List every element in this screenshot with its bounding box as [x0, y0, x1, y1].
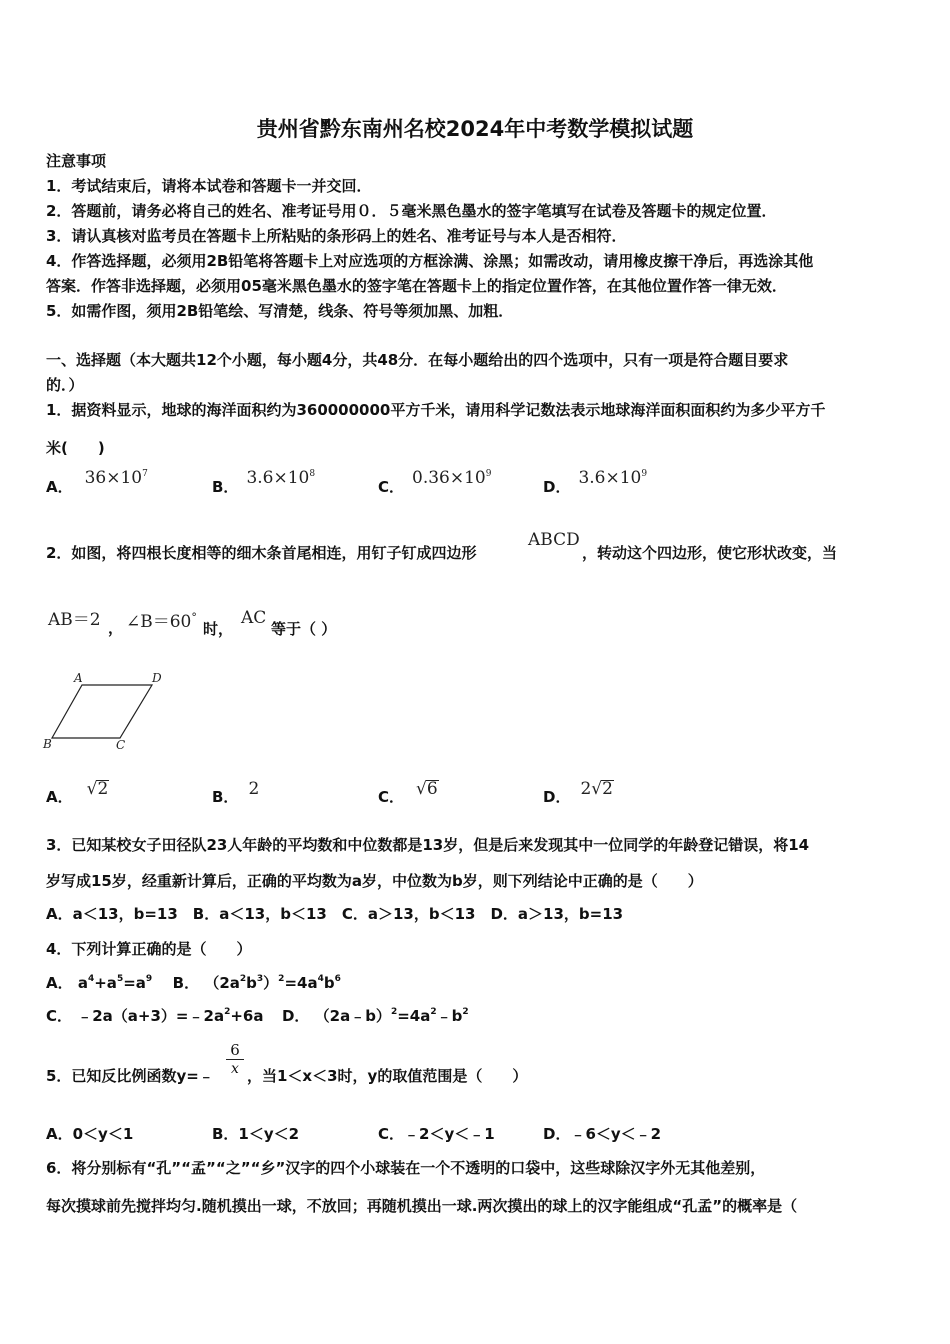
exponent: 2: [224, 1007, 231, 1017]
q1-option-a: [46, 468, 148, 497]
option-label: D．: [543, 478, 571, 496]
degree-symbol: °: [191, 611, 197, 624]
question-2-stem-a: 2．如图，将四根长度相等的细木条首尾相连，用钉子钉成四边形: [46, 544, 477, 562]
page-title: 贵州省黔东南州名校2024年中考数学模拟试题: [256, 117, 694, 141]
option-label: C．: [46, 1007, 73, 1025]
term: ﹣b: [436, 1007, 463, 1025]
q4-options-ab: [46, 973, 341, 993]
question-1-stem-cont: 米( ): [46, 439, 105, 457]
question-3-stem-cont: 岁写成15岁，经重新计算后，正确的平均数为a岁，中位数为b岁，则下列结论中正确的是（ ）: [46, 872, 703, 890]
term: =4a: [284, 974, 318, 992]
parallelogram-shape: [52, 685, 152, 738]
radicand: 2: [97, 779, 109, 799]
q2-option-a: A． √2: [46, 779, 109, 806]
radicand: 2: [602, 779, 613, 799]
question-2-stem-d: 等于（ ）: [271, 620, 337, 638]
math-ac: AC: [241, 608, 267, 628]
option-label: C．: [378, 788, 405, 806]
term: a: [77, 974, 88, 992]
question-4-stem: 4．下列计算正确的是（ ）: [46, 940, 252, 958]
option-exponent: 9: [485, 469, 492, 479]
q5-option-d: D．﹣6＜y＜﹣2: [543, 1125, 662, 1143]
exponent: 2: [462, 1007, 469, 1017]
option-label: C．: [378, 478, 405, 496]
exponent: 4: [317, 974, 324, 984]
option-label: D．: [543, 788, 571, 806]
exponent: 3: [256, 974, 264, 984]
option-label: B．: [212, 478, 239, 496]
q4-options-cd: [46, 1006, 469, 1026]
angle-text: ∠B＝60: [126, 612, 192, 632]
option-label: D．: [281, 1007, 310, 1025]
option-label: A．: [46, 478, 73, 496]
option-math: 3.6×10: [246, 468, 310, 488]
option-label: A．: [46, 788, 73, 806]
fraction-numerator: 6: [230, 1041, 240, 1059]
section-heading: 一、选择题（本大题共12个小题，每小题4分，共48分．在每小题给出的四个选项中，只有一项是符合题目要求: [46, 351, 789, 369]
exponent: 2: [430, 1007, 437, 1017]
notice-item: 1．考试结束后，请将本试卷和答题卡一并交回．: [46, 177, 372, 195]
notice-item: 5．如需作图，须用2B铅笔绘、写清楚，线条、符号等须加黑、加粗．: [46, 302, 514, 320]
question-3-stem: 3．已知某校女子田径队23人年龄的平均数和中位数都是13岁，但是后来发现其中一位同学的年龄登记错误，将14: [46, 836, 810, 854]
radicand: 6: [426, 779, 438, 799]
exponent: 2: [390, 1007, 398, 1017]
term: b: [323, 974, 335, 992]
option-label: A．: [46, 974, 73, 992]
q1-option-d: [543, 468, 648, 497]
term: ）: [263, 974, 279, 992]
question-3-options: A．a＜13，b=13 B．a＜13，b＜13 C．a＞13，b＜13 D．a＞13，b=13: [46, 905, 624, 923]
notice-heading: 注意事项: [46, 152, 107, 170]
notice-item: 2．答题前，请务必将自己的姓名、准考证号用０．５毫米黑色墨水的签字笔填写在试卷及答题卡的规定位置．: [46, 202, 777, 220]
exponent: 2: [239, 974, 247, 984]
option-label: B．: [212, 788, 239, 806]
option-math: 2: [248, 779, 260, 799]
term: ﹣2a（a+3）=﹣2a: [77, 1007, 225, 1025]
exponent: 5: [116, 974, 124, 984]
q2-option-b: [212, 779, 260, 807]
question-1-stem: 1．据资料显示，地球的海洋面积约为360000000平方千米，请用科学记数法表示地球海洋面积面积约为多少平方千: [46, 401, 826, 419]
term: =a: [123, 974, 146, 992]
comma: ，: [108, 619, 124, 637]
notice-item: 答案．作答非选择题，必须用05毫米黑色墨水的签字笔在答题卡上的指定位置作答，在其他位置作答一律无效．: [46, 277, 787, 295]
notice-item: 4．作答选择题，必须用2B铅笔将答题卡上对应选项的方框涂满、涂黑；如需改动，请用橡皮擦干净后，再选涂其他: [46, 252, 814, 270]
exponent: 9: [145, 974, 153, 984]
question-2-stem-b: ，转动这个四边形，使它形状改变，当: [582, 544, 838, 562]
vertex-d-label: D: [152, 671, 162, 685]
question-6-stem-cont: 每次摸球前先搅拌均匀.随机摸出一球，不放回；再随机摸出一球.两次摸出的球上的汉字能组成“孔孟”的概率是（: [46, 1197, 798, 1215]
fraction: [226, 1041, 244, 1078]
question-5-stem-a: 5．已知反比例函数y=﹣: [46, 1067, 214, 1085]
term: b: [246, 974, 257, 992]
term: +a: [94, 974, 117, 992]
option-math: 3.6×10: [578, 468, 642, 488]
section-heading-cont: 的．）: [46, 376, 84, 394]
math-angle: [126, 608, 197, 632]
term: （2a: [204, 974, 240, 992]
notice-item: 3．请认真核对监考员在答题卡上所粘贴的条形码上的姓名、准考证号与本人是否相符．: [46, 227, 627, 245]
question-2-stem-c: 时，: [203, 620, 234, 638]
fraction-denominator: x: [226, 1059, 244, 1078]
coefficient: 2: [580, 779, 592, 799]
term: +6a: [230, 1007, 264, 1025]
q5-option-a: A．0＜y＜1: [46, 1125, 134, 1143]
term: （2a﹣b）: [314, 1007, 391, 1025]
q2-option-c: C． √6: [378, 779, 438, 806]
question-5-stem-b: ，当1＜x＜3时，y的取值范围是（ ）: [247, 1067, 528, 1085]
vertex-a-label: A: [74, 671, 83, 685]
option-exponent: 7: [142, 469, 148, 479]
option-math: 0.36×10: [412, 468, 486, 488]
parallelogram-figure: [40, 668, 170, 753]
option-exponent: 9: [641, 469, 648, 479]
exponent: 2: [278, 974, 285, 984]
exponent: 6: [334, 974, 341, 984]
option-exponent: 8: [309, 469, 316, 479]
q2-option-d: D． 2√2: [543, 779, 613, 806]
q5-option-b: B．1＜y＜2: [212, 1125, 300, 1143]
q5-option-c: C．﹣2＜y＜﹣1: [378, 1125, 495, 1143]
question-6-stem: 6．将分别标有“孔”“孟”“之”“乡”汉字的四个小球装在一个不透明的口袋中，这些球除汉字外无其他差别，: [46, 1159, 766, 1177]
option-label: B．: [172, 974, 200, 992]
q1-option-c: [378, 468, 492, 497]
math-abcd: ABCD: [528, 530, 580, 550]
vertex-c-label: C: [116, 738, 126, 752]
q1-option-b: [212, 468, 316, 497]
vertex-b-label: B: [43, 737, 52, 751]
math-ab: AB＝2: [48, 610, 101, 630]
option-math: 36×10: [84, 468, 143, 488]
term: =4a: [397, 1007, 431, 1025]
exponent: 4: [87, 974, 95, 984]
